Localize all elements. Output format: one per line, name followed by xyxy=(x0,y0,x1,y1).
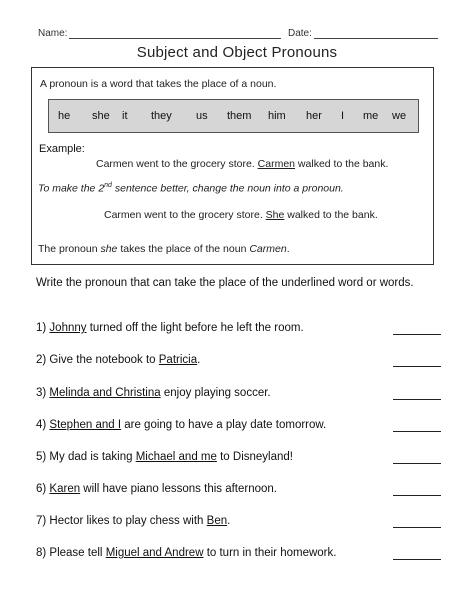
question-prefix: 6) xyxy=(36,483,50,495)
question-6 xyxy=(36,483,441,499)
name-label: Name: xyxy=(38,28,68,39)
question-underlined: Johnny xyxy=(49,322,87,334)
example-label: Example: xyxy=(39,143,85,155)
summary-pronoun: she xyxy=(100,243,118,255)
date-label: Date: xyxy=(288,28,312,39)
pronoun-them: them xyxy=(227,110,252,122)
question-suffix: enjoy playing soccer. xyxy=(160,387,271,399)
question-underlined: Stephen and I xyxy=(49,419,122,431)
question-prefix: 7) Hector likes to play chess with xyxy=(36,515,207,527)
question-4 xyxy=(36,419,441,435)
summary-period: . xyxy=(286,243,290,255)
page-title: Subject and Object Pronouns xyxy=(136,44,338,61)
answer-blank[interactable] xyxy=(393,495,441,496)
question-text xyxy=(36,515,230,527)
question-underlined: Patricia xyxy=(158,354,198,366)
summary-noun: Carmen xyxy=(249,243,287,255)
question-underlined: Melinda and Christina xyxy=(49,387,161,399)
answer-blank[interactable] xyxy=(393,463,441,464)
example-sentence-2-start: Carmen went to the grocery store. xyxy=(104,209,266,221)
example-tip-end: sentence better, change the noun into a pronoun. xyxy=(111,182,344,195)
question-text xyxy=(36,322,304,334)
question-underlined: Karen xyxy=(49,483,81,495)
example-tip-start: To make the 2 xyxy=(38,182,105,195)
question-suffix: to Disneyland! xyxy=(216,451,293,463)
question-prefix: 8) Please tell xyxy=(36,547,106,559)
name-field xyxy=(38,28,281,39)
question-7 xyxy=(36,515,441,531)
question-suffix: will have piano lessons this afternoon. xyxy=(80,483,278,495)
question-prefix: 3) xyxy=(36,387,50,399)
name-blank-line xyxy=(69,30,281,39)
answer-blank[interactable] xyxy=(393,334,441,335)
question-suffix: . xyxy=(197,354,201,366)
pronoun-she: she xyxy=(92,110,110,122)
question-underlined: Michael and me xyxy=(135,451,217,463)
question-prefix: 2) Give the notebook to xyxy=(36,354,159,366)
question-prefix: 1) xyxy=(36,322,50,334)
question-1 xyxy=(36,322,441,338)
lesson-box xyxy=(31,67,434,265)
pronoun-her: her xyxy=(306,110,322,122)
pronoun-us: us xyxy=(196,110,208,122)
answer-blank[interactable] xyxy=(393,559,441,560)
example-sentence-2-underlined: She xyxy=(265,209,285,221)
question-text xyxy=(36,483,277,495)
answer-blank[interactable] xyxy=(393,399,441,400)
question-text xyxy=(36,419,326,431)
question-2 xyxy=(36,354,441,370)
instructions: Write the pronoun that can take the place of the underlined word or words. xyxy=(36,277,414,289)
pronoun-they: they xyxy=(151,110,172,122)
summary-part-2: takes the place of the noun xyxy=(117,243,250,255)
example-sentence-1-start: Carmen went to the grocery store. xyxy=(96,158,258,170)
question-suffix: to turn in their homework. xyxy=(203,547,337,559)
question-text xyxy=(36,387,271,399)
date-field xyxy=(288,28,438,39)
example-sentence-2-end: walked to the bank. xyxy=(284,209,378,221)
pronoun-him: him xyxy=(268,110,286,122)
question-underlined: Miguel and Andrew xyxy=(105,547,204,559)
question-3 xyxy=(36,387,441,403)
example-sentence-1-underlined: Carmen xyxy=(257,158,296,170)
example-summary xyxy=(38,243,290,255)
example-tip-superscript: nd xyxy=(104,182,112,189)
answer-blank[interactable] xyxy=(393,431,441,432)
question-8 xyxy=(36,547,441,563)
pronoun-definition: A pronoun is a word that takes the place of a noun. xyxy=(40,78,277,90)
answer-blank[interactable] xyxy=(393,527,441,528)
question-prefix: 4) xyxy=(36,419,50,431)
example-sentence-1 xyxy=(96,158,388,170)
pronoun-i: I xyxy=(341,110,345,122)
question-prefix: 5) My dad is taking xyxy=(36,451,136,463)
question-text xyxy=(36,354,200,366)
summary-part-1: The pronoun xyxy=(38,243,101,255)
pronoun-me: me xyxy=(363,110,379,122)
example-tip xyxy=(38,182,344,195)
question-suffix: turned off the light before he left the room. xyxy=(86,322,304,334)
answer-blank[interactable] xyxy=(393,366,441,367)
pronoun-we: we xyxy=(392,110,407,122)
example-sentence-2 xyxy=(104,209,378,221)
pronoun-he: he xyxy=(58,110,71,122)
question-underlined: Ben xyxy=(206,515,228,527)
pronoun-word-bank xyxy=(48,99,419,133)
question-5 xyxy=(36,451,441,467)
question-suffix: . xyxy=(227,515,231,527)
example-sentence-1-end: walked to the bank. xyxy=(295,158,389,170)
date-blank-line xyxy=(314,30,438,39)
question-text xyxy=(36,547,336,559)
question-suffix: are going to have a play date tomorrow. xyxy=(121,419,327,431)
question-text xyxy=(36,451,293,463)
pronoun-it: it xyxy=(122,110,128,122)
